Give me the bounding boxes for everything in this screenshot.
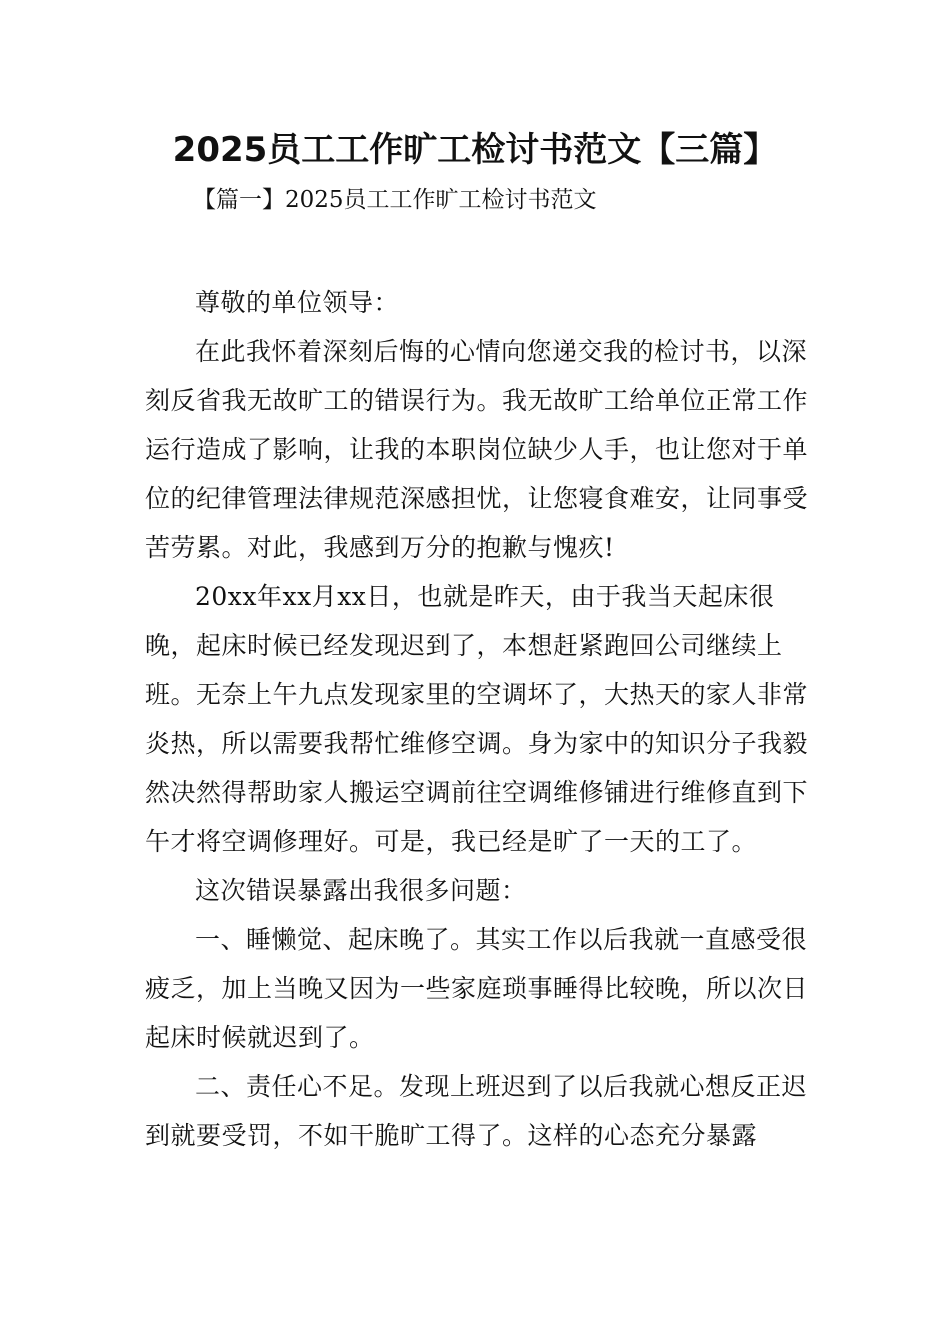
body-paragraph: 20xx年xx月xx日，也就是昨天，由于我当天起床很晚，起床时候已经发现迟到了，本想赶紧跑回公司继续上班。无奈上午九点发现家里的空调坏了，大热天的家人非常炎热，所以需要我帮忙维修空调。身为家中的知识分子我毅然决然得帮助家人搬运空调前往空调维修铺进行维修直到下午才将空调修理好。可是，我已经是旷了一天的工了。 [145,582,809,856]
body-paragraph: 一、睡懒觉、起床晚了。其实工作以后我就一直感受很疲乏，加上当晚又因为一些家庭琐事睡得比较晚，所以次日起床时候就迟到了。 [145,925,809,1052]
body-paragraph: 二、责任心不足。发现上班迟到了以后我就心想反正迟到就要受罚，不如干脆旷工得了。这样的心态充分暴露 [145,1072,808,1150]
salutation-paragraph: 尊敬的单位领导： [195,288,400,317]
body-paragraph: 在此我怀着深刻后悔的心情向您递交我的检讨书，以深刻反省我无故旷工的错误行为。我无故旷工给单位正常工作运行造成了影响，让我的本职岗位缺少人手，也让您对于单位的纪律管理法律规范深感担忧，让您寝食难安，让同事受苦劳累。对此，我感到万分的抱歉与愧疚! [145,337,809,562]
document-body [145,278,825,1160]
section-heading: 【篇一】2025员工工作旷工检讨书范文 [193,187,597,213]
document-title: 2025员工工作旷工检讨书范文【三篇】 [172,130,778,170]
body-paragraph: 这次错误暴露出我很多问题： [195,876,527,905]
